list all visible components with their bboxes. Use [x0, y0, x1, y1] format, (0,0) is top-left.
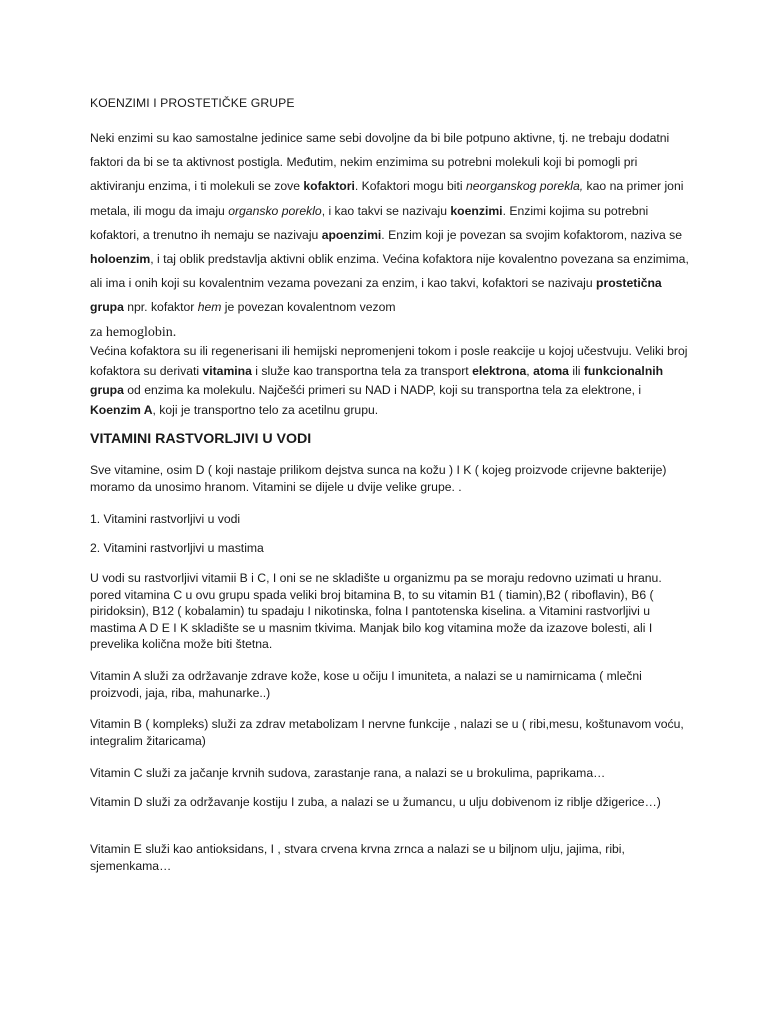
section-heading-water-soluble: VITAMINI RASTVORLJIVI U VODI — [90, 431, 312, 447]
paragraph-vitamin-c: Vitamin C služi za jačanje krvnih sudova, zarastanje rana, a nalazi se u brokulima, paprikama… — [90, 766, 606, 780]
term-koenzimi: koenzimi — [450, 203, 503, 218]
list-item-water-soluble: 1. Vitamini rastvorljivi u vodi — [90, 512, 241, 526]
paragraph-vitamin-a: Vitamin A služi za održavanje zdrave kože, kose u očiju I imuniteta, a nalazi se u namirnicama ( mlečni proizvodi, jaja, riba, mahunarke..) — [90, 669, 642, 700]
paragraph-vitamin-intro: Sve vitamine, osim D ( koji nastaje prilikom dejstva sunca na kožu ) I K ( kojeg proizvode crijevne bakterije) moramo da unosimo hranom. Vitamini se dijele u dvije velike grupe. . — [90, 463, 667, 494]
paragraph-cofactors: Neki enzimi su kao samostalne jedinice same sebi dovoljne da bi bile potpuno aktivne, tj. ne trebaju dodatni faktori da bi se ta aktivnost postigla. Međutim, nekim enzimima su potrebni molekuli koji bi pomogli pri aktiviranju enzima, i ti molekuli se zove kofaktori. Kofaktori mogu biti neorganskog porekla, kao na primer joni metala, ili mogu da imaju organsko poreklo, i kao takvi se nazivaju koenzimi. Enzimi kojima su potrebni kofaktori, a trenutno ih nemaju se nazivaju apoenzimi. Enzim koji je povezan sa svojim kofaktorom, naziva se holoenzim, i taj oblik predstavlja aktivni oblik enzima. Većina kofaktora nije kovalentno povezana sa enzimima, ali ima i onih koji su kovalentnim vezama povezani za enzim, i kao takvi, kofaktori se nazivaju prostetična grupa npr. kofaktor hem je povezan kovalentnom vezom za hemoglobin. — [90, 131, 689, 340]
term-holoenzim: holoenzim — [90, 252, 151, 267]
list-item-fat-soluble: 2. Vitamini rastvorljivi u mastima — [90, 541, 264, 555]
paragraph-vitamin-groups: U vodi su rastvorljivi vitamii B i C, I oni se ne skladište u organizmu pa se moraju redovno uzimati u hranu. pored vitamina C u ovu grupu spada veliki broj bitamina B, to su vitamin B1 ( tiamin),B2 ( riboflavin), B6 ( piridoksin), B12 ( kobalamin) tu spadaju I nikotinska, folna I pantotenska kiselina. a Vitamini rastvorljivi u mastima A D E I K skladište se u masnim tkivima. Manjak bilo kog vitamina može da izazove bolesti, ali I prevelika količna može biti štetna. — [90, 571, 662, 651]
section-heading-coenzymes: KOENZIMI I PROSTETIČKE GRUPE — [90, 96, 295, 110]
term-prostetican-grupa: prostetična grupa — [90, 276, 662, 315]
paragraph-vitamin-b: Vitamin B ( kompleks) služi za zdrav metabolizam I nervne funkcije , nalazi se u ( ribi,mesu, koštunavom voću, integralim žitaricama) — [90, 717, 684, 748]
term-kofaktori: kofaktori — [303, 179, 355, 194]
paragraph-vitamin-d: Vitamin D služi za održavanje kostiju I zuba, a nalazi se u žumancu, u ulju dobivenom iz riblje džigerice…) — [90, 795, 661, 809]
term-apoenzimi: apoenzimi — [321, 227, 382, 242]
paragraph-vitamin-e: Vitamin E služi kao antioksidans, I , stvara crvena krvna zrnca a nalazi se u biljnom ulju, jajima, ribi, sjemenkama… — [90, 842, 625, 873]
paragraph-cofactor-transport: Većina kofaktora su ili regenerisani ili hemijski nepromenjeni tokom i posle reakcije u kojoj učestvuju. Veliki broj kofaktora su derivati vitamina i služe kao transportna tela za transport elektrona, atoma ili funkcionalnih grupa od enzima ka molekulu. Najčešći primeri su NAD i NADP, koji su transportna tela za elektrone, i Koenzim A, koji je transportno telo za acetilnu grupu. — [90, 344, 688, 417]
